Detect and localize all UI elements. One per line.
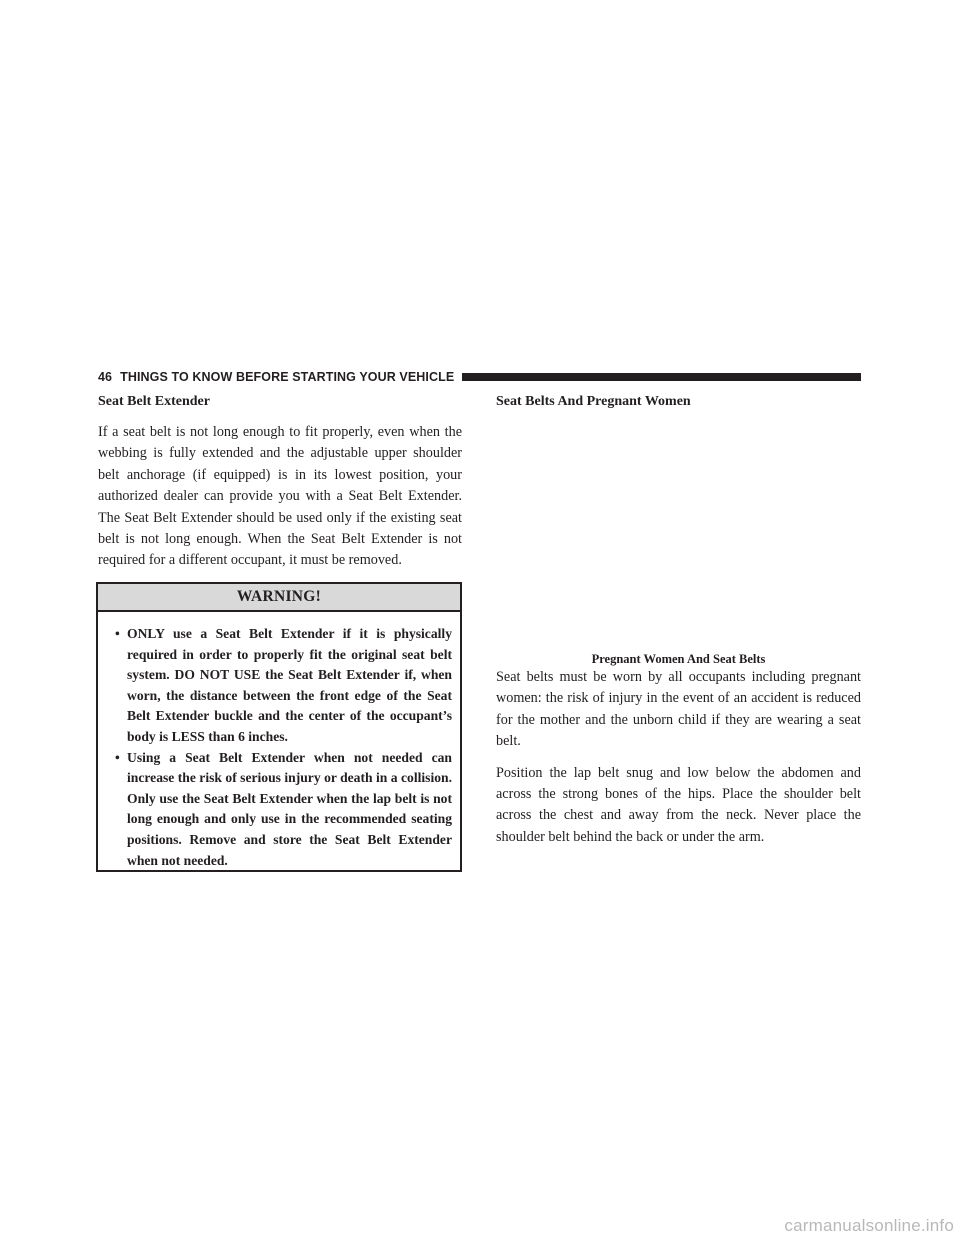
warning-box — [96, 582, 462, 872]
warning-item — [115, 624, 452, 748]
warning-title-bar — [98, 584, 460, 612]
bullet-icon: • — [115, 626, 120, 641]
warning-title: WARNING! — [236, 588, 322, 605]
header-rule — [462, 373, 861, 381]
page-number: 46 — [98, 370, 113, 384]
seat-belt-extender-paragraph: If a seat belt is not long enough to fit properly, even when the webbing is fully extended and the adjustable upper shoulder belt anchorage (if equipped) is in its lowest position, your authorized dealer can provide you with a Seat Belt Extender. The Seat Belt Extender should be used only if the existing seat belt is not long enough. When the Seat Belt Extender is not required for a different occupant, it must be removed. — [98, 424, 462, 569]
watermark: carmanualsonline.info — [784, 1216, 954, 1235]
right-column-heading-area — [496, 392, 861, 412]
page-header — [98, 368, 861, 386]
pregnant-women-paragraph: Seat belts must be worn by all occupants including pregnant women: the risk of injury in the event of an accident is reduced for the mother and the unborn child if they are wearing a seat belt. — [496, 669, 861, 750]
figure-placeholder — [496, 414, 861, 650]
warning-item-text: Using a Seat Belt Extender when not needed can increase the risk of serious injury or death in a collision. Only use the Seat Belt Extender when the lap belt is not long enough and only use in the recommended seating positions. Remove and store the Seat Belt Extender when not needed. — [127, 749, 452, 868]
figure-caption: Pregnant Women And Seat Belts — [591, 652, 766, 666]
lap-belt-paragraph: Position the lap belt snug and low below the abdomen and across the strong bones of the hips. Place the shoulder belt across the chest and away from the neck. Never place the shoulder belt behind the back or under the arm. — [496, 764, 861, 845]
warning-item-text: ONLY use a Seat Belt Extender if it is physically required in order to properly fit the original seat belt system. DO NOT USE the Seat Belt Extender if, when worn, the distance between the front edge of the Seat Belt Extender buckle and the center of the occupant’s body is LESS than 6 inches. — [127, 626, 452, 744]
warning-list — [115, 624, 452, 871]
left-column — [98, 392, 462, 572]
seat-belt-extender-heading: Seat Belt Extender — [98, 394, 210, 409]
header-text — [98, 370, 454, 384]
section-title: THINGS TO KNOW BEFORE STARTING YOUR VEHICLE — [120, 370, 455, 384]
bullet-icon: • — [115, 749, 120, 765]
pregnant-women-heading: Seat Belts And Pregnant Women — [496, 394, 691, 409]
warning-item — [115, 748, 452, 872]
right-column-text — [496, 667, 861, 858]
